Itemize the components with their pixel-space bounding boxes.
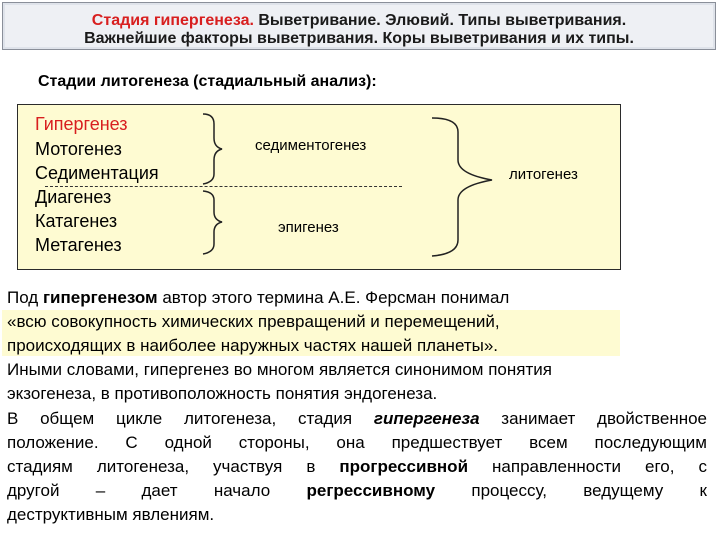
term-progressive: прогрессивной [339,457,469,476]
para1-line5: экзогенеза, в противоположность понятия эндогенеза. [7,384,438,403]
para1-line2: «всю совокупность химических превращений и перемещений, [7,312,500,331]
para1-line4: Иными словами, гипергенез во многом является синонимом понятия [7,360,552,379]
para1-line3: происходящих в наиболее наружных частях нашей планеты». [7,336,499,355]
term-hypergenesis-italic: гипергенеза [373,409,480,428]
title-line-2: Важнейшие факторы выветривания. Коры выветривания и их типы. [84,30,634,47]
stage-motogenesis: Мотогенез [35,139,122,159]
para1-text: автор этого термина А.Е. Ферсман понимал [157,288,510,307]
label-lithogenesis: литогенез [509,166,578,183]
stage-metagenesis: Метагенез [35,235,122,255]
term-regressive: регрессивному [306,481,436,500]
label-sedimentogenesis: седиментогенез [255,137,367,154]
section-subtitle: Стадии литогенеза (стадиальный анализ): [38,73,377,90]
stage-catagenesis: Катагенез [35,211,118,231]
label-epigenesis: эпигенез [278,219,339,236]
para2-line5: деструктивным явлениям. [7,505,215,524]
stage-hypergenesis: Гипергенез [35,114,128,134]
para2-line2: положение. С одной стороны, она предшествует всем последующим [7,433,707,452]
para2-line4 [7,481,707,501]
para2-text: стадиям литогенеза, участвуя в [7,457,340,476]
brace-upper [203,114,222,184]
stage-diagenesis: Диагенез [35,187,112,207]
brace-lower [203,191,222,254]
title-accent: Стадия гипергенеза. [91,12,254,29]
para2-text: В общем цикле литогенеза, стадия [7,409,374,428]
term-hypergenesis: гипергенезом [42,288,158,307]
para2-text: занимает двойственное [479,409,708,428]
para1-line1 [7,286,509,310]
title-rest: Выветривание. Элювий. Типы выветривания. [253,12,627,29]
para2-text: направленности его, с [468,457,707,476]
para2-line3 [7,457,707,477]
para2-line1 [7,409,707,429]
para2-text: процессу, ведущему к [435,481,707,500]
para1-text: Под [7,288,43,307]
para2-text: другой – дает начало [7,481,307,500]
stage-sedimentation: Седиментация [35,163,159,183]
brace-overall [432,118,492,256]
